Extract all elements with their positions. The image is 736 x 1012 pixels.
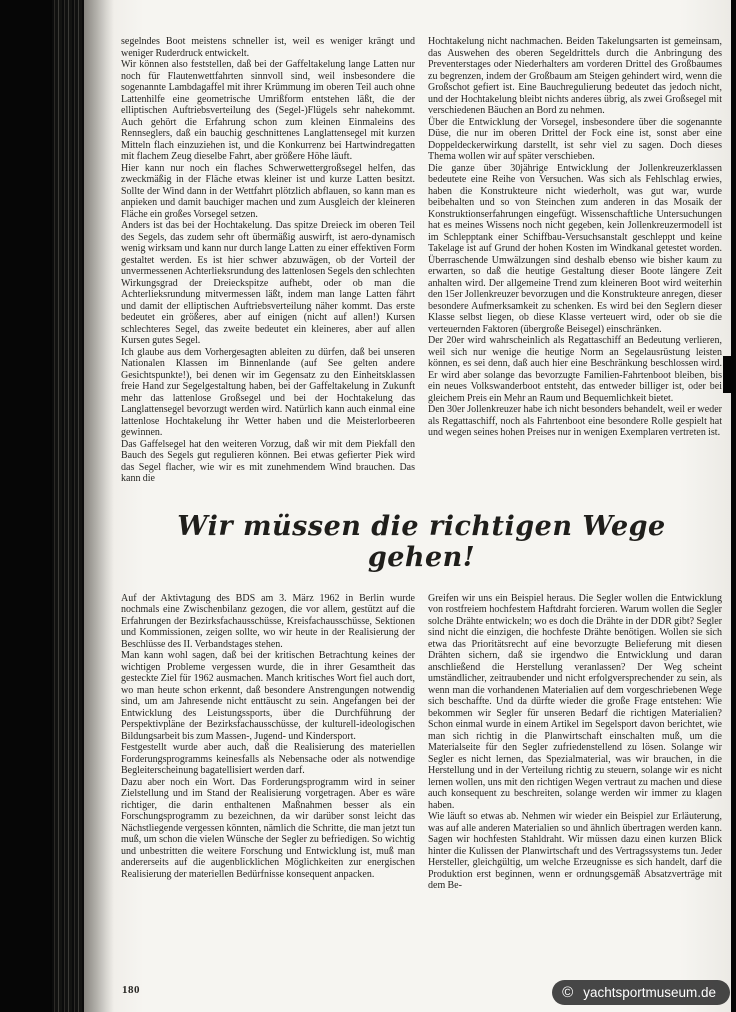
paragraph: Die ganze über 30jährige Entwicklung der Jollenkreuzerklassen bedeutete eine Reihe von Versuchen. Was sich als Fehlschlag erwies, haben die Konstrukteure nicht wiederholt, was gut war, wurde beibehalten und so von Steinchen zum anderen in das Mosaik der Konstruktionserfahrungen eingefügt. Wissenschaftliche Untersuchungen hat es meines Wissens noch nicht gegeben, kein Jollenkreuzermodell ist im Schlepptank einer Schiffbau-Versuchsanstalt geschleppt und keine Takelage ist auf Grund der hohen Kosten im Windkanal getestet worden. Überraschende Umwälzungen sind deshalb ebenso wie bisher kaum zu erwarten, so daß die heutige Gestaltung dieser Boote längere Zeit anhalten wird. Der allgemeine Trend zum kleineren Boot wird weiterhin den 15er Jollenkreuzer bevorzugen und die Konstrukteure anregen, dieser besondere Aufmerksamkeit zu schenken. Es wird bei den Seglern dieser Klasse selbst liegen, ob diese Klasse verteuert wird, oder ob sie die verteuernden Faktoren (übergroße Beisegel) einschränken. [428, 162, 722, 335]
paragraph: Das Gaffelsegel hat den weiteren Vorzug, daß wir mit dem Piekfall den Bauch des Segels gut regulieren können. Bei etwas gefierter Piek wird das Segel flacher, wie wir es mit zunehmendem Wind brauchen. Das kann die [121, 438, 415, 484]
paragraph: Hier kann nur noch ein flaches Schwerwettergroßsegel helfen, das zweckmäßig in der Fläche etwas kleiner ist und kurze Latten besitzt. Sollte der Wind dann in der Wettfahrt plötzlich abflauen, so kann man es anpieken und damit bauchiger machen und zum Ausgleich der kleineren Fläche ein großes Vorsegel setzen. [121, 162, 415, 220]
paragraph: Auf der Aktivtagung des BDS am 3. März 1962 in Berlin wurde nochmals eine Zwischenbilanz gezogen, die vor allem, gestützt auf die Erfahrungen der Bezirksfachausschüsse, Kreisfachausschüsse, Sektionen und Kommissionen, zeigen sollte, wo wir heute in der Realisierung der Beschlüsse des II. Verbandstages stehen. [121, 592, 415, 650]
watermark-text: yachtsportmuseum.de [583, 985, 716, 1000]
paragraph: Wir können also feststellen, daß bei der Gaffeltakelung lange Latten nur noch für Flautenwettfahrten sinnvoll sind, weil insbesondere die sogenannte Lambdagaffel mit ihrer Krümmung im oberen Teil auch ohne Lattenhilfe eine geometrische Umrißform entstehen läßt, die der elliptischen Auftriebsverteilung des (Segel-)Flügels sehr nahekommt. Auch gehört die Erfahrung schon zum kleinen Einmaleins des Rennseglers, daß ein bauchig geschnittenes Langlattensegel mit kurzen Mitteln flach einzuziehen ist, und die Konkurrenz bei Hartwindregatten mit flachem Zeug dieselbe Fahrt, aber größere Höhe läuft. [121, 59, 415, 162]
scanned-page [84, 0, 731, 1012]
column-top-right [428, 36, 722, 485]
column-bottom-left [121, 593, 415, 892]
watermark [552, 980, 730, 1005]
paragraph: Dazu aber noch ein Wort. Das Forderungsprogramm wird in seiner Zielstellung und im Stand der Realisierung vorgetragen. Aber es wäre richtiger, die darin enthaltenen Maßnahmen besser als ein Forschungsprogramm zu bezeichnen, da wir darüber sonst leicht das Nächstliegende vergessen könnten, nämlich die Schritte, die man jetzt tun muß, um schon die vielen Wünsche der Segler zu befriedigen. So wichtig und unbestritten die weitere Forschung und Entwicklung ist, muß man andererseits auf die augenblicklichen Möglichkeiten zur energischen Realisierung der materiellen Bedürfnisse konsequent anpacken. [121, 776, 415, 880]
copyright-icon: © [562, 984, 574, 1001]
paragraph: Hochtakelung nicht nachmachen. Beiden Takelungsarten ist gemeinsam, das Auswehen des oberen Segeldrittels durch die Anbringung des Preventerstages oder Niederhalters am vorderen Drittel des Großbaumes zu begrenzen, indem der Großbaum am Steigen gehindert wird, wenn die Großschot gefiert ist. Eine Bauchregulierung bedeutet das jedoch nicht, und der Hochtakelung bleibt nichts anderes übrig, als zwei Großsegel mit verschiedenen Bäuchen an Bord zu nehmen. [428, 36, 722, 116]
paragraph: Festgestellt wurde aber auch, daß die Realisierung des materiellen Forderungsprogramms keinesfalls als Nebensache oder als notwendige Begleiterscheinung bagatellisiert werden darf. [121, 742, 415, 776]
column-bottom-right [428, 593, 722, 892]
paragraph: segelndes Boot meistens schneller ist, weil es weniger krängt und weniger Ruderdruck entwickelt. [121, 36, 415, 59]
column-top-left [121, 36, 415, 485]
paragraph: Über die Entwicklung der Vorsegel, insbesondere über die sogenannte Düse, die nur im oberen Drittel der Fock eine ist, sonst aber eine Doppeldeckerwirkung darstellt, ist sehr viel zu sagen. Doch dieses Thema wollen wir auf später verschieben. [428, 116, 722, 162]
page-stack-edges [52, 0, 84, 1012]
bottom-article [121, 593, 722, 892]
page-content [84, 0, 731, 892]
article-heading: Wir müssen die richtigen Wege gehen! [177, 510, 666, 573]
paragraph: Greifen wir uns ein Beispiel heraus. Die Segler wollen die Entwicklung von rostfreiem hochfestem Haftdraht forcieren. Warum wollen die Segler solche Drähte entwickeln; wo es doch die Drähte in der DDR gibt? Segler sind nicht die einzigen, die hochfeste Drähte benötigen. Wollen sie sich etwa das Prioritätsrecht auf eine bevorzugte Belieferung mit diesen Drähten sichern, daß sie irgendwo die Entwicklung und daran anschließend die Herstellung veranlassen? Der Weg scheint umständlicher, zeitraubender und nicht erfolgversprechender zu sein, als wenn man die vorhandenen Materialien auf dem vorgeschriebenen Wege sich beschaffte. Und da dürfte wieder die große Frage entstehen: Wie bekommen wir Segler für unseren Bedarf die richtigen Materialien? Schon einmal wurde in einem Artikel im Segelsport davon berichtet, wie man sich richtig in die Planwirtschaft einschalten muß, um die Materialseite für den Segler zufriedenstellend zu lösen. Solange wir Segler es nicht lernen, das Spezialmaterial, was wir brauchen, in die Herstellung und in der Verteilung richtig zu steuern, solange wir es nicht lernen wollen, uns mit den richtigen Wegen vertraut zu machen und diese auch konsequent zu beschreiten, solange werden wir immer zu klagen haben. [428, 592, 722, 811]
paragraph: Man kann wohl sagen, daß bei der kritischen Betrachtung keines der wichtigen Probleme vergessen wurde, die in ihrer Gesamtheit das gesteckte Ziel für 1962 ausmachen. Manch kritisches Wort fiel auch dort, wo man heute schon erkennt, daß besondere Anstrengungen notwendig sind, um am Jahresende nicht enttäuscht zu sein. Angefangen bei der Entwicklung des Leistungssports, über die Durchführung der Perspektivpläne der Bezirksfachausschüsse, der kulturell-ideologischen Bildungsarbeit bis zum Massen-, Jugend- und Kindersport. [121, 650, 415, 742]
page-number: 180 [122, 984, 140, 996]
paragraph: Den 30er Jollenkreuzer habe ich nicht besonders behandelt, weil er weder als Regattaschiff, noch als Fahrtenboot eine besondere Rolle gespielt hat und wegen seines hohen Preises nur in wenigen Exemplaren vertreten ist. [428, 404, 722, 438]
scan-edge-notch [723, 356, 736, 393]
paragraph: Anders ist das bei der Hochtakelung. Das spitze Dreieck im oberen Teil des Segels, das zudem sehr oft übermäßig auswirft, ist aero-dynamisch wenig wirksam und kann nur durch lange Latten zu einer effektiven Form gestaltet werden. Es ist hier schwer abzuwägen, ob der Vorteil der unvermessenen Achterlieksrundung des lattenlosen Segels den schlechten Wirkungsgrad der Dreieckspitze aufhebt, oder ob man die Achterlieksrundung mitvermessen läßt, indem man lange Latten fährt und damit der elliptischen Auftriebsverteilung näher kommt. Das erste bedeutet ein größeres, aber auf einigen (nicht auf allen!) Kursen schlechteres Segel, das zweite bedeutet ein kleineres, aber auf allen Kursen gutes Segel. [121, 220, 415, 346]
paragraph: Wie läuft so etwas ab. Nehmen wir wieder ein Beispiel zur Erläuterung, was auf alle anderen Materialien so und ähnlich übertragen werden kann. Sagen wir hochfesten Stahldraht. Wir müssen dazu einen kurzen Blick hinter die Kulissen der Planwirtschaft und des Vertragssystems tun. Jeder Hersteller, gleichgültig, um welche Erzeugnisse es sich handelt, darf die Produktion erst beginnen, wenn er ordnungsgemäß Absatzverträge mit dem Be- [428, 811, 722, 891]
paragraph: Der 20er wird wahrscheinlich als Regattaschiff an Bedeutung verlieren, weil sich nur wenige die heutige Norm an Segelausrüstung leisten können, es sei denn, daß auch hier eine Beschränkung beschlossen wird. Er wird aber solange das bevorzugte Familien-Fahrtenboot bleiben, bis ein neues Volkswanderboot entsteht, das entweder billiger ist, oder bei gleichem Preis ein Mehr an Raum und Bequemlichkeit bietet. [428, 335, 722, 404]
paragraph: Ich glaube aus dem Vorhergesagten ableiten zu dürfen, daß bei unseren Nationalen Klassen im Binnenlande (auf See gelten andere Gesichtspunkte!), bei denen wir im Gegensatz zu den Einheitsklassen freie Hand zur Segelgestaltung haben, bei der Gaffeltakelung in Zukunft mehr das lattenlose Großsegel und bei der Hochtakelung das Langlattensegel bevorzugt werden wird. Natürlich kann auch einmal eine lattenlose Hochtakelung ihr Wetter haben und die Meisterlorbeeren gewinnen. [121, 346, 415, 438]
top-article [121, 36, 722, 485]
